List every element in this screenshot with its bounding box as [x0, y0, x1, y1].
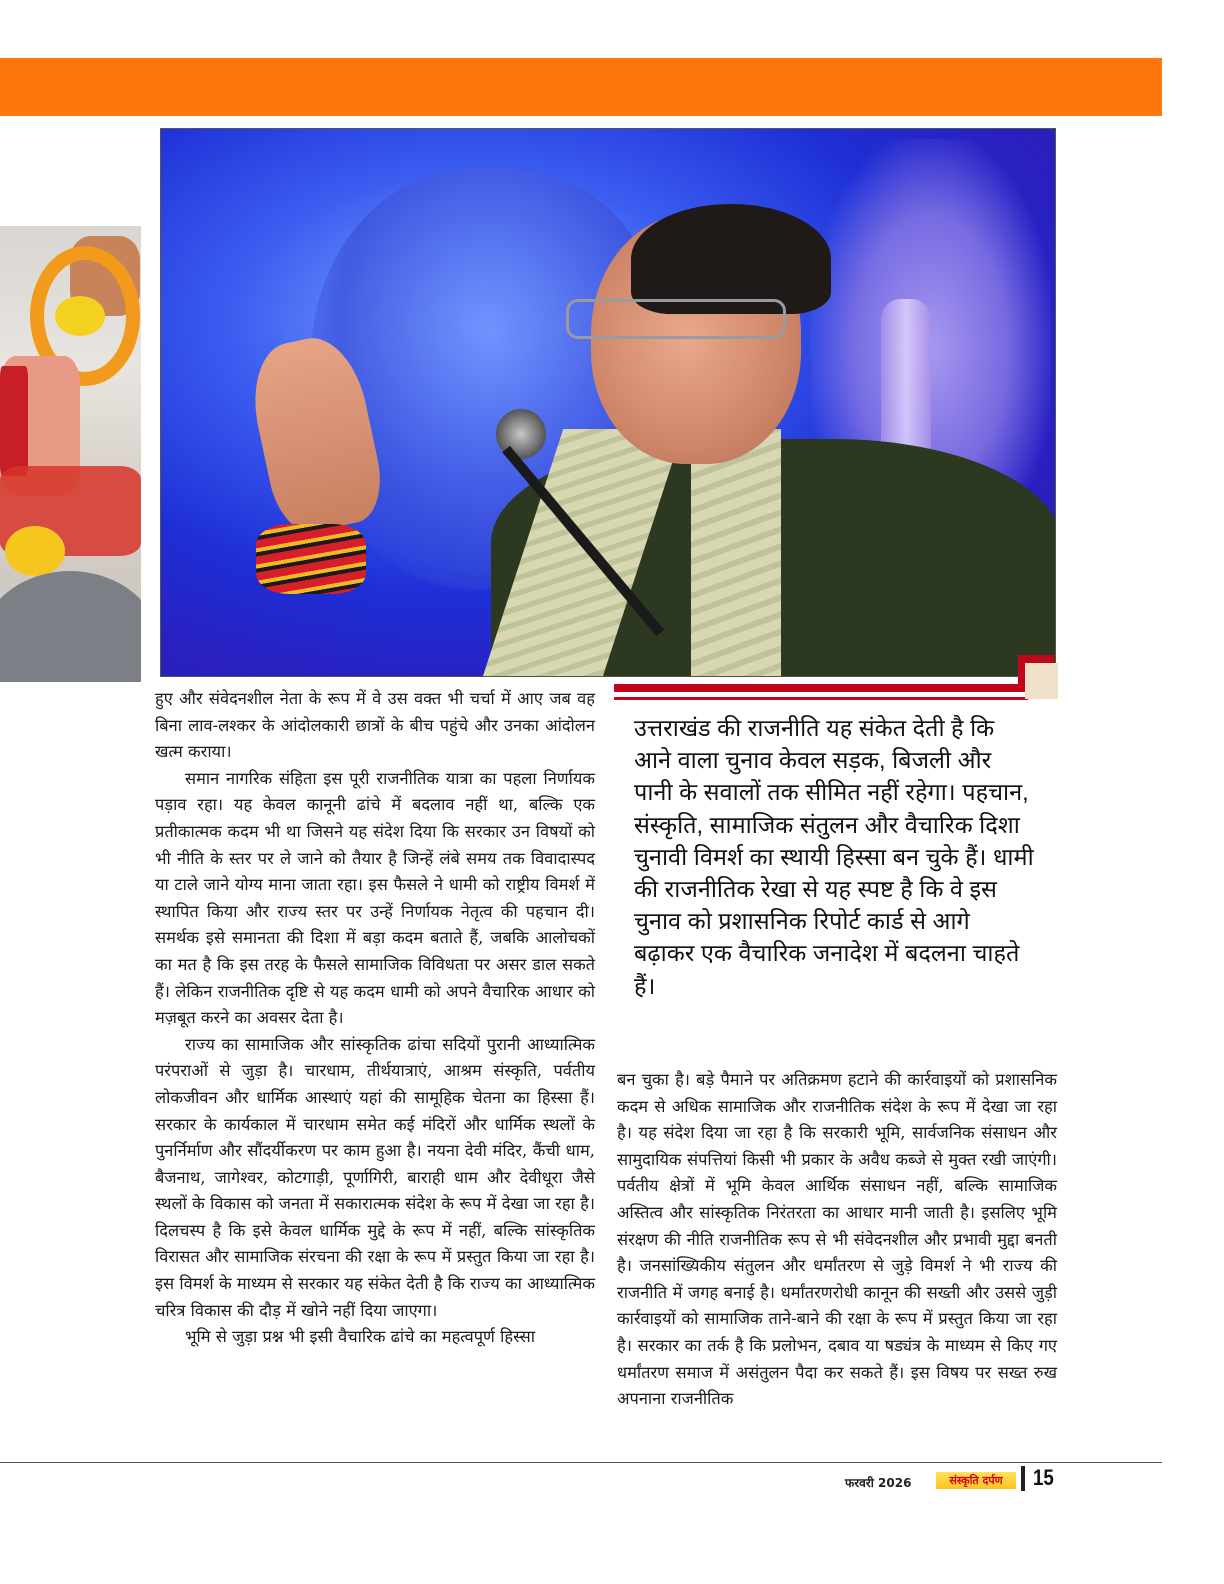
article-paragraph: भूमि से जुड़ा प्रश्न भी इसी वैचारिक ढांचे का महत्वपूर्ण हिस्सा	[185, 1327, 535, 1347]
page-number: 15	[1033, 1465, 1054, 1490]
person-head-foreground	[0, 571, 141, 682]
speaker-hair	[631, 204, 831, 314]
header-color-band	[0, 58, 1162, 116]
issue-date: फरवरी 2026	[845, 1476, 912, 1490]
yellow-offerings-shape	[5, 526, 65, 576]
red-rule-thick	[614, 684, 1028, 692]
cream-corner-square	[1025, 663, 1058, 699]
side-photo-temple-ritual	[0, 226, 141, 682]
article-column-right	[617, 1067, 1057, 1413]
pull-quote: उत्तराखंड की राजनीति यह संकेत देती है कि आने वाला चुनाव केवल सड़क, बिजली और पानी के सवालों तक सीमित नहीं रहेगा। पहचान, संस्कृति, सामाजिक संतुलन और वैचारिक दिशा चुनावी विमर्श का स्थायी हिस्सा बन चुके हैं। धामी की राजनीतिक रेखा से यह स्पष्ट है कि वे इस चुनाव को प्रशासनिक रिपोर्ट कार्ड से आगे बढ़ाकर एक वैचारिक जनादेश में बदलना चाहते हैं।	[634, 715, 1034, 999]
article-paragraph: समान नागरिक संहिता इस पूरी राजनीतिक यात्रा का पहला निर्णायक पड़ाव रहा। यह केवल कानूनी ढांचे में बदलाव नहीं था, बल्कि एक प्रतीकात्मक कदम भी था जिसने यह संदेश दिया कि सरकार उन विषयों को भी नीति के स्तर पर ले जाने को तैयार है जिन्हें लंबे समय तक विवादास्पद या टाले जाने योग्य माना जाता रहा। इस फैसले ने धामी को राष्ट्रीय विमर्श में स्थापित किया और राज्य स्तर पर उन्हें निर्णायक नेतृत्व की पहचान दी। समर्थक इसे समानता की दिशा में बड़ा कदम बताते हैं, जबकि आलोचकों का मत है कि इस तरह के फैसले सामाजिक विविधता पर असर डाल सकते हैं। लेकिन राजनीतिक दृष्टि से यह कदम धामी को अपने वैचारिक आधार को मज़बूत करने का अवसर देता है।	[155, 768, 595, 1028]
footer-divider	[0, 1462, 1162, 1463]
article-paragraph: बन चुका है। बड़े पैमाने पर अतिक्रमण हटाने की कार्रवाइयों को प्रशासनिक कदम से अधिक सामाजिक और राजनीतिक संदेश के रूप में देखा जा रहा है। यह संदेश दिया जा रहा है कि सरकारी भूमि, सार्वजनिक संसाधन और सामुदायिक संपत्तियां किसी भी प्रकार के अवैध कब्जे से मुक्त रखी जाएंगी। पर्वतीय क्षेत्रों में भूमि केवल आर्थिक संसाधन नहीं, बल्कि सामाजिक अस्तित्व और सांस्कृतिक निरंतरता का आधार मानी जाती है। इसलिए भूमि संरक्षण की नीति राजनीतिक रूप से भी संवेदनशील और प्रभावी मुद्दा बनती है। जनसांख्यिकीय संतुलन और धर्मांतरण से जुड़े विमर्श ने भी राज्य की राजनीति में जगह बनाई है। धर्मांतरणरोधी कानून की सख्ती और उससे जुड़ी कार्रवाइयों को सामाजिक ताने-बाने की रक्षा के रूप में प्रस्तुत किया जा रहा है। सरकार का तर्क है कि प्रलोभन, दबाव या षड्यंत्र के माध्यम से किए गए धर्मांतरण समाज में असंतुलन पैदा कर सकते हैं। इस विषय पर सख्त रुख अपनाना राजनीतिक	[617, 1070, 1057, 1409]
article-column-left	[155, 686, 595, 1351]
wrist-threads	[256, 524, 366, 594]
speaker-scarf-right	[691, 429, 781, 677]
red-rule-thin	[614, 697, 1028, 700]
magazine-logo: संस्कृति दर्पण	[936, 1472, 1016, 1489]
article-paragraph: राज्य का सामाजिक और सांस्कृतिक ढांचा सदियों पुरानी आध्यात्मिक परंपराओं से जुड़ा है। चारधाम, तीर्थयात्राएं, आश्रम संस्कृति, पर्वतीय लोकजीवन और धार्मिक आस्थाएं यहां की सामूहिक चेतना का हिस्सा हैं। सरकार के कार्यकाल में चारधाम समेत कई मंदिरों और धार्मिक स्थलों के पुनर्निर्माण और सौंदर्यीकरण पर काम हुआ है। नयना देवी मंदिर, कैंची धाम, बैजनाथ, जागेश्वर, कोटगाड़ी, पूर्णागिरी, बाराही धाम और देवीधूरा जैसे स्थलों के विकास को जनता में सकारात्मक संदेश के रूप में देखा जा रहा है। दिलचस्प है कि इसे केवल धार्मिक मुद्दे के रूप में नहीं, बल्कि सांस्कृतिक विरासत और सामाजिक संरचना की रक्षा के रूप में प्रस्तुत किया जा रहा है। इस विमर्श के माध्यम से सरकार यह संकेत देती है कि राज्य का आध्यात्मिक चरित्र विकास की दौड़ में खोने नहीं दिया जाएगा।	[155, 1034, 595, 1320]
main-photo-speaker	[160, 128, 1056, 677]
footer-separator	[1021, 1466, 1025, 1491]
pull-quote-top-rule	[614, 684, 1028, 700]
red-cloth-shape	[0, 366, 28, 476]
yellow-flowers-shape	[55, 296, 105, 336]
article-paragraph: हुए और संवेदनशील नेता के रूप में वे उस वक्त भी चर्चा में आए जब वह बिना लाव-लश्कर के आंदोलकारी छात्रों के बीच पहुंचे और उनका आंदोलन खत्म कराया।	[155, 689, 595, 762]
speaker-glasses	[566, 299, 786, 339]
